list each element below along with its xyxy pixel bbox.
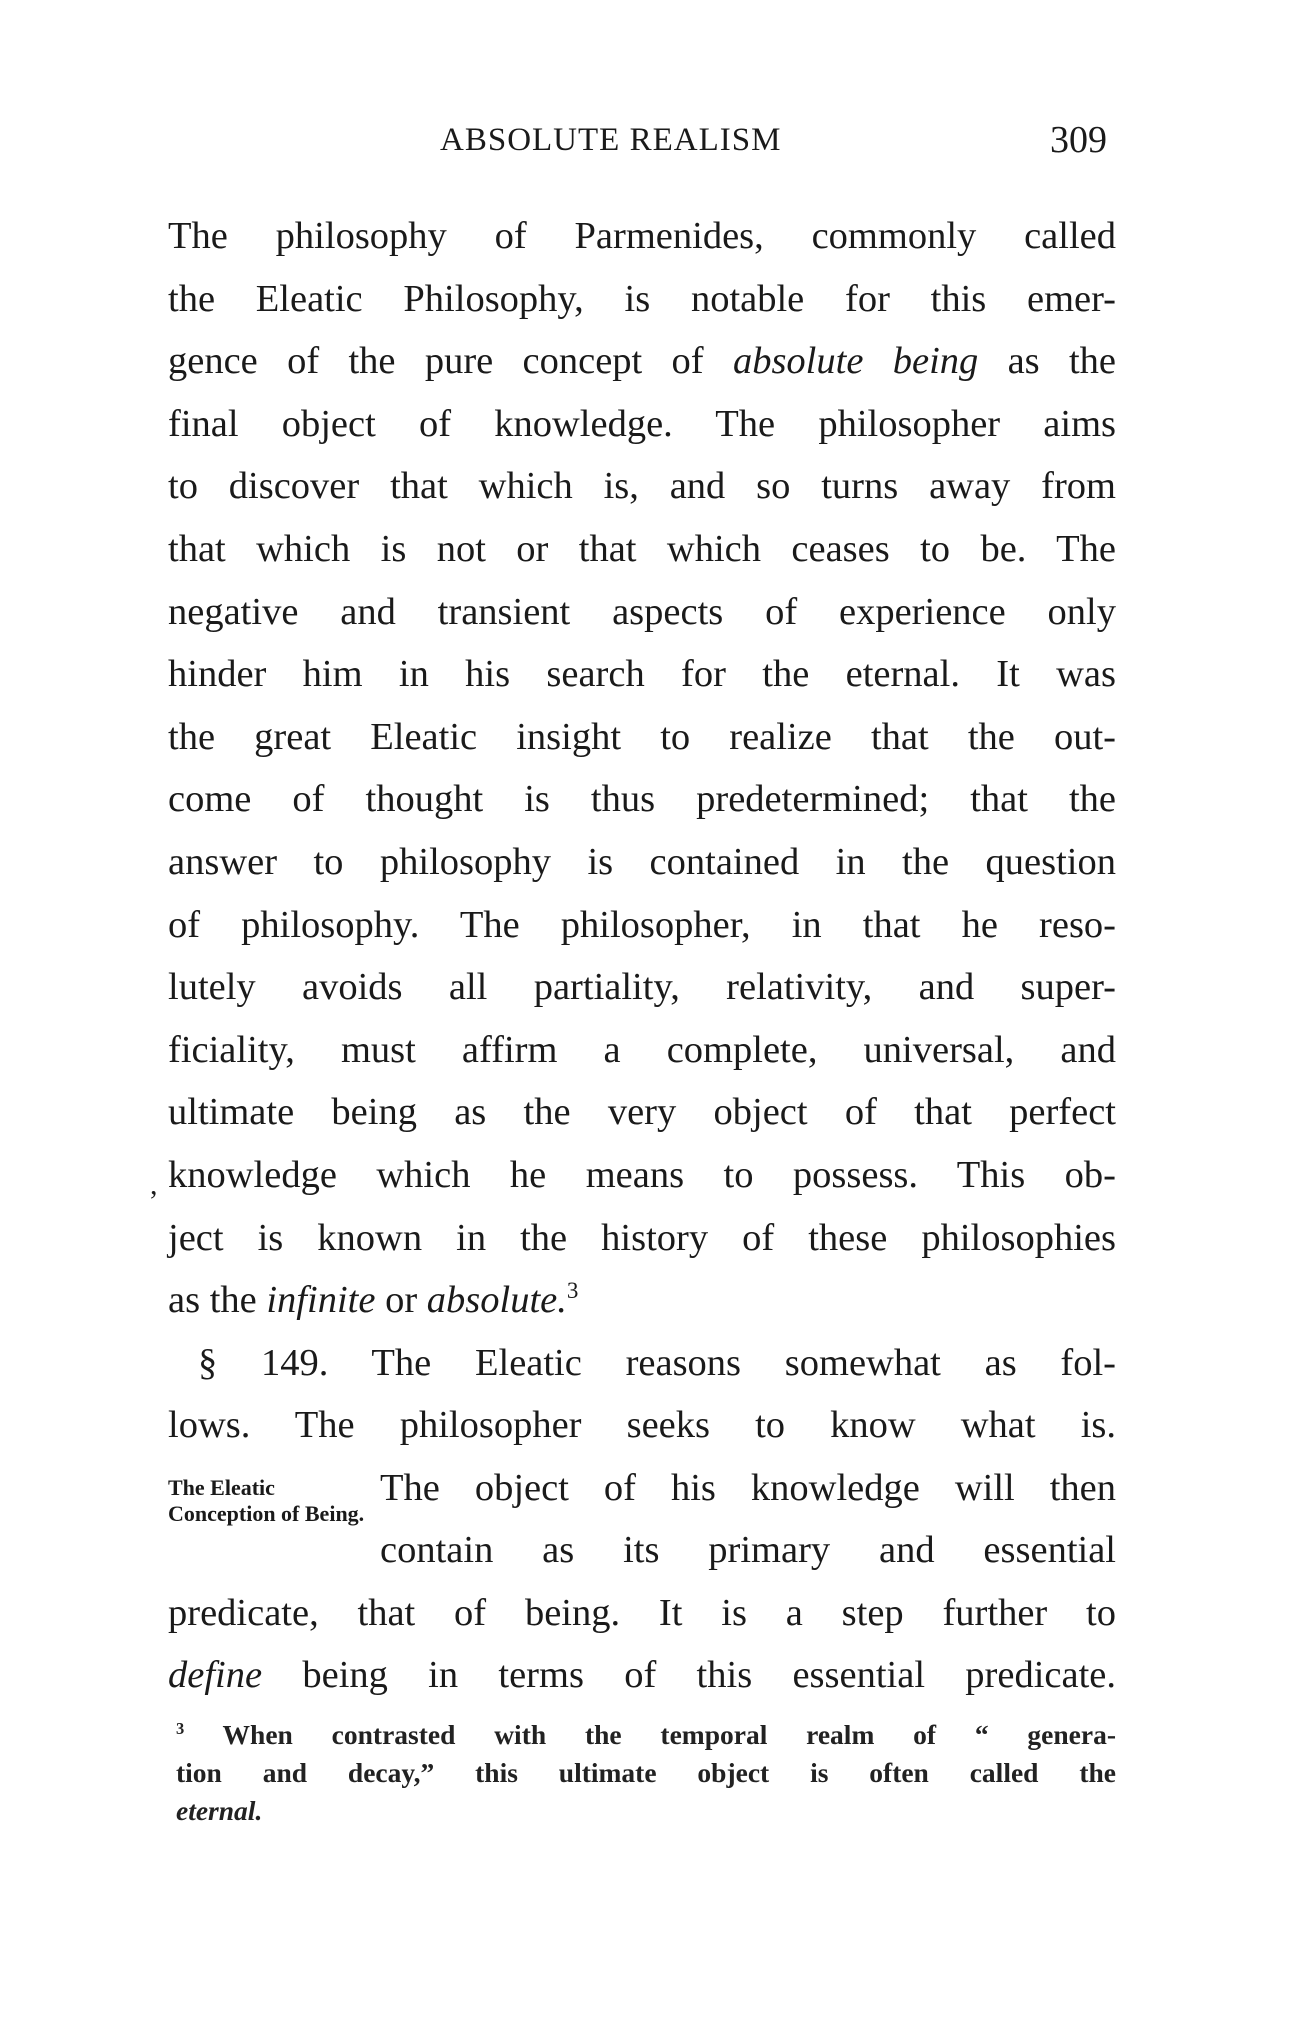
footnote-line: $^3$ When contrasted with the temporal realm of “ genera- xyxy=(176,1718,1116,1750)
footnote-line: tion and decay,” this ultimate object is often called the xyxy=(176,1757,1116,1788)
indented-lines xyxy=(368,1457,1116,1582)
emphasis: eternal. xyxy=(176,1795,263,1826)
text-line: that which is not or that which ceases to be. The xyxy=(168,527,1116,570)
text-line: ject is known in the history of these philosophies xyxy=(168,1216,1116,1259)
text-line: to discover that which is, and so turns away from xyxy=(168,465,1116,508)
text-line: ficiality, must affirm a complete, universal, and xyxy=(168,1028,1116,1071)
text-line: knowledge which he means to possess. This ob- xyxy=(168,1153,1116,1196)
stray-mark: , xyxy=(150,1168,158,1201)
footnote-reference: 3 xyxy=(566,1277,579,1304)
text-line: final object of knowledge. The philosopher aims xyxy=(168,402,1116,445)
footnote xyxy=(176,1716,1116,1830)
text-line: answer to philosophy is contained in the question xyxy=(168,840,1116,883)
text-line: hinder him in his search for the eternal. It was xyxy=(168,653,1116,696)
text-line: The object of his knowledge will then xyxy=(380,1466,1116,1509)
paragraph-2 xyxy=(168,1332,1116,1707)
text-line: as the infinite or absolute.$^3$ xyxy=(168,1277,579,1322)
text-line: The philosophy of Parmenides, commonly called xyxy=(168,215,1116,257)
body-text xyxy=(168,205,1116,1707)
text-line: lows. The philosopher seeks to know what is. xyxy=(168,1404,1116,1447)
paragraph-1 xyxy=(168,205,1116,1332)
running-head: ABSOLUTE REALISM xyxy=(440,122,782,158)
text-line: negative and transient aspects of experience only xyxy=(168,590,1116,633)
emphasis: absolute being xyxy=(732,340,979,383)
emphasis: absolute. xyxy=(426,1279,567,1322)
marginal-note: The Eleatic Conception of Being. xyxy=(168,1474,365,1526)
emphasis: infinite xyxy=(266,1279,376,1322)
text-line: gence of the pure concept of absolute being as the xyxy=(168,340,1117,383)
page-number: 309 xyxy=(1050,119,1107,161)
page-header xyxy=(0,119,1302,172)
text-line: come of thought is thus predetermined; that the xyxy=(168,778,1116,821)
text-line: the great Eleatic insight to realize that the out- xyxy=(168,715,1116,758)
section-heading-line: § 149. The Eleatic reasons somewhat as fol- xyxy=(198,1341,1116,1384)
text-line: predicate, that of being. It is a step further to xyxy=(168,1591,1116,1634)
sidenote-row xyxy=(168,1457,1116,1582)
emphasis: define xyxy=(168,1654,263,1697)
text-line: contain as its primary and essential xyxy=(380,1529,1116,1572)
text-line: define being in terms of this essential predicate. xyxy=(168,1654,1116,1697)
footnote-line xyxy=(176,1792,1116,1830)
footnote-marker: 3 xyxy=(176,1718,185,1738)
text-line: ultimate being as the very object of that perfect xyxy=(168,1091,1116,1134)
text-line: the Eleatic Philosophy, is notable for this emer- xyxy=(168,277,1116,320)
text-line: lutely avoids all partiality, relativity, and super- xyxy=(168,966,1116,1009)
text-line: of philosophy. The philosopher, in that he reso- xyxy=(168,903,1116,946)
